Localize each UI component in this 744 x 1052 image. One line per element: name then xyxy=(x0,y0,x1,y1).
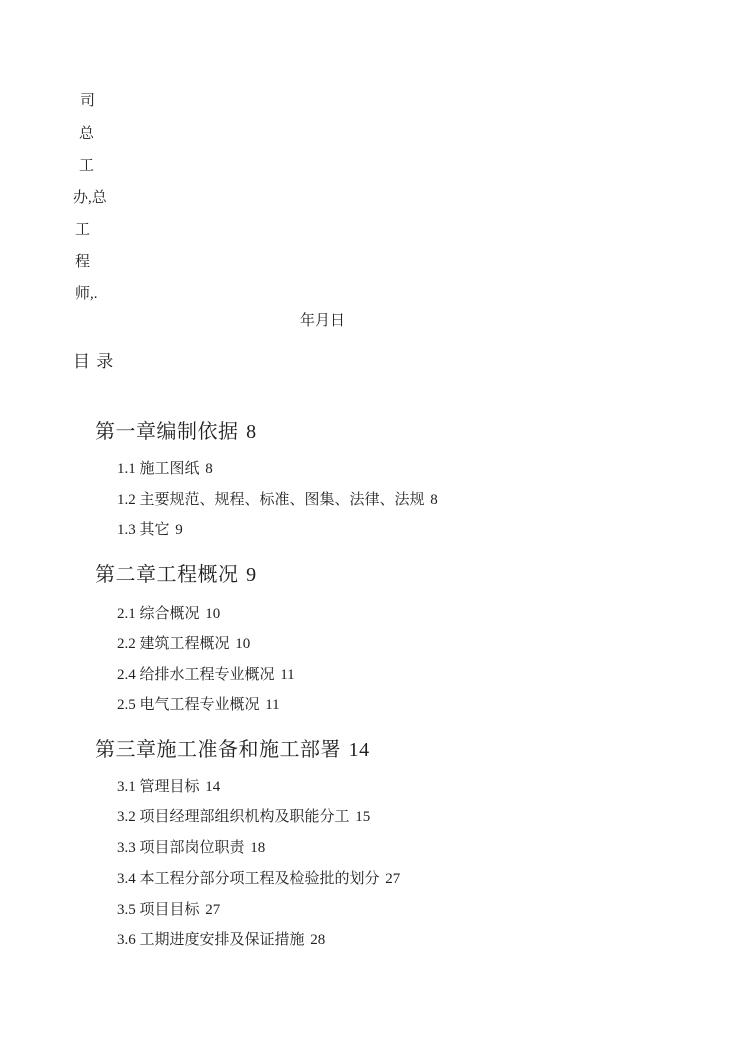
toc-item-label: 3.2 项目经理部组织机构及职能分工 xyxy=(117,809,350,826)
toc-item-label: 1.3 其它 xyxy=(117,522,170,539)
chapter-page-number: 8 xyxy=(246,421,257,443)
toc-item-page-number: 11 xyxy=(265,697,280,714)
toc-item-label: 2.1 综合概况 xyxy=(117,606,200,623)
date-line: 年月日 xyxy=(300,313,346,329)
toc-item-label: 3.6 工期进度安排及保证措施 xyxy=(117,932,305,949)
toc-item-page-number: 9 xyxy=(175,522,183,539)
toc-item-page-number: 11 xyxy=(280,667,295,684)
toc-item-label: 2.4 给排水工程专业概况 xyxy=(117,667,275,684)
toc-item-page-number: 15 xyxy=(355,809,371,826)
toc-item-page-number: 10 xyxy=(235,636,251,653)
toc-item xyxy=(102,915,325,967)
toc-item-label: 3.1 管理目标 xyxy=(117,779,200,796)
toc-item-page-number: 14 xyxy=(205,779,221,796)
toc-item-label: 3.4 本工程分部分项工程及检验批的划分 xyxy=(117,871,380,888)
toc-item-page-number: 8 xyxy=(205,461,213,478)
header-text-line: 司 xyxy=(80,93,96,109)
toc-item-label: 1.1 施工图纸 xyxy=(117,461,200,478)
toc-item-label: 1.2 主要规范、规程、标准、图集、法律、法规 xyxy=(117,492,425,509)
toc-item-label: 3.5 项目目标 xyxy=(117,902,200,919)
toc-item-page-number: 10 xyxy=(205,606,221,623)
header-text-line: 办,总 xyxy=(73,190,107,206)
chapter-title: 第一章编制依据 xyxy=(95,421,239,443)
toc-item-page-number: 27 xyxy=(385,871,401,888)
toc-item-label: 2.5 电气工程专业概况 xyxy=(117,697,260,714)
toc-item-page-number: 8 xyxy=(430,492,438,509)
toc-item-page-number: 27 xyxy=(205,902,221,919)
chapter-page-number: 14 xyxy=(348,739,370,761)
toc-title: 目 录 xyxy=(73,352,115,371)
toc-item-label: 2.2 建筑工程概况 xyxy=(117,636,230,653)
chapter-title: 第三章施工准备和施工部署 xyxy=(95,739,341,761)
header-text-line: 总 xyxy=(79,126,95,142)
header-text-line: 程 xyxy=(75,254,91,270)
chapter-title: 第二章工程概况 xyxy=(95,564,239,586)
toc-item-page-number: 28 xyxy=(310,932,326,949)
header-text-line: 工 xyxy=(75,222,91,238)
header-text-line: 工 xyxy=(79,158,95,174)
chapter-page-number: 9 xyxy=(246,564,257,586)
toc-item-label: 3.3 项目部岗位职责 xyxy=(117,840,245,857)
toc-item-page-number: 18 xyxy=(250,840,266,857)
header-text-line: 师,. xyxy=(75,286,98,302)
